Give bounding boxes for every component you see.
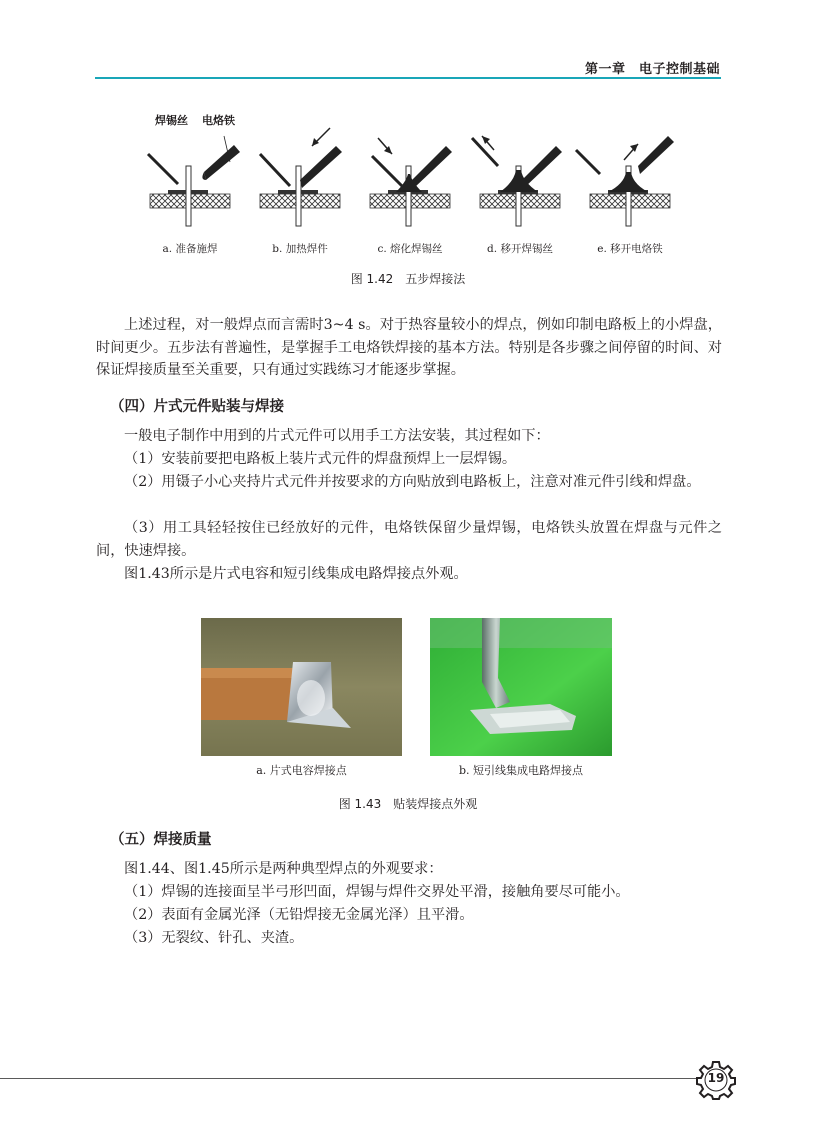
header-rule (95, 77, 721, 79)
section-5-item-2: （2）表面有金属光泽（无铅焊接无金属光泽）且平滑。 (124, 907, 474, 923)
step-b-diagram (260, 128, 342, 226)
step-d-diagram (472, 136, 562, 226)
step-c-diagram (370, 138, 452, 226)
paragraph-five-step: 上述过程，对一般焊点而言需时3~4 s。对于热容量较小的焊点，例如印制电路板上的小焊盘，时间更少。五步法有普遍性，是掌握手工电烙铁焊接的基本方法。特别是各步骤之间停留的时间、对保证焊接质量至关重要，只有通过实践练习才能逐步掌握。 (96, 317, 722, 378)
section-4-heading: （四）片式元件贴装与焊接 (110, 399, 284, 415)
section-4-step-2: （2）用镊子小心夹持片式元件并按要求的方向贴放到电路板上，注意对准元件引线和焊盘。 (124, 474, 701, 490)
label-iron: 电烙铁 (202, 114, 235, 127)
step-d-label: d. 移开焊锡丝 (487, 243, 553, 255)
section-5-item-3: （3）无裂纹、针孔、夹渣。 (124, 930, 304, 946)
step-e-diagram (576, 136, 674, 226)
section-4-intro: 一般电子制作中用到的片式元件可以用手工方法安装，其过程如下： (124, 428, 550, 444)
photo-ic-lead-joint (430, 618, 612, 756)
step-a-diagram (148, 136, 240, 226)
page-number: 19 (707, 1071, 725, 1085)
figure-1-42 (120, 108, 720, 258)
step-b-label: b. 加热焊件 (272, 243, 328, 255)
footer-rule (0, 1078, 700, 1079)
step-e-label: e. 移开电烙铁 (597, 243, 663, 255)
photo-chip-capacitor-joint (201, 618, 402, 756)
label-solder-wire: 焊锡丝 (155, 114, 188, 127)
section-5-intro: 图1.44、图1.45所示是两种典型焊点的外观要求： (124, 861, 443, 877)
figure-1-42-caption: 图 1.42 五步焊接法 (350, 272, 466, 286)
five-step-diagram (120, 108, 720, 258)
step-c-label: c. 熔化焊锡丝 (377, 243, 443, 255)
figure-1-43-sub-b: b. 短引线集成电路焊接点 (458, 764, 584, 777)
running-header: 第一章 电子控制基础 (584, 62, 720, 77)
section-5-item-1: （1）焊锡的连接面呈半弓形凹面，焊锡与焊件交界处平滑，接触角要尽可能小。 (124, 884, 630, 900)
step-a-label: a. 准备施焊 (162, 243, 218, 255)
section-4-step-3: （3）用工具轻轻按住已经放好的元件，电烙铁保留少量焊锡，电烙铁头放置在焊盘与元件之间，快速焊接。 (96, 520, 722, 559)
figure-1-43-sub-a: a. 片式电容焊接点 (256, 764, 347, 777)
section-5-heading: （五）焊接质量 (110, 832, 212, 848)
section-4-figure-ref: 图1.43所示是片式电容和短引线集成电路焊接点外观。 (124, 566, 468, 582)
figure-1-43-caption: 图 1.43 贴装焊接点外观 (338, 797, 478, 811)
section-4-step-1: （1）安装前要把电路板上装片式元件的焊盘预焊上一层焊锡。 (124, 451, 517, 467)
